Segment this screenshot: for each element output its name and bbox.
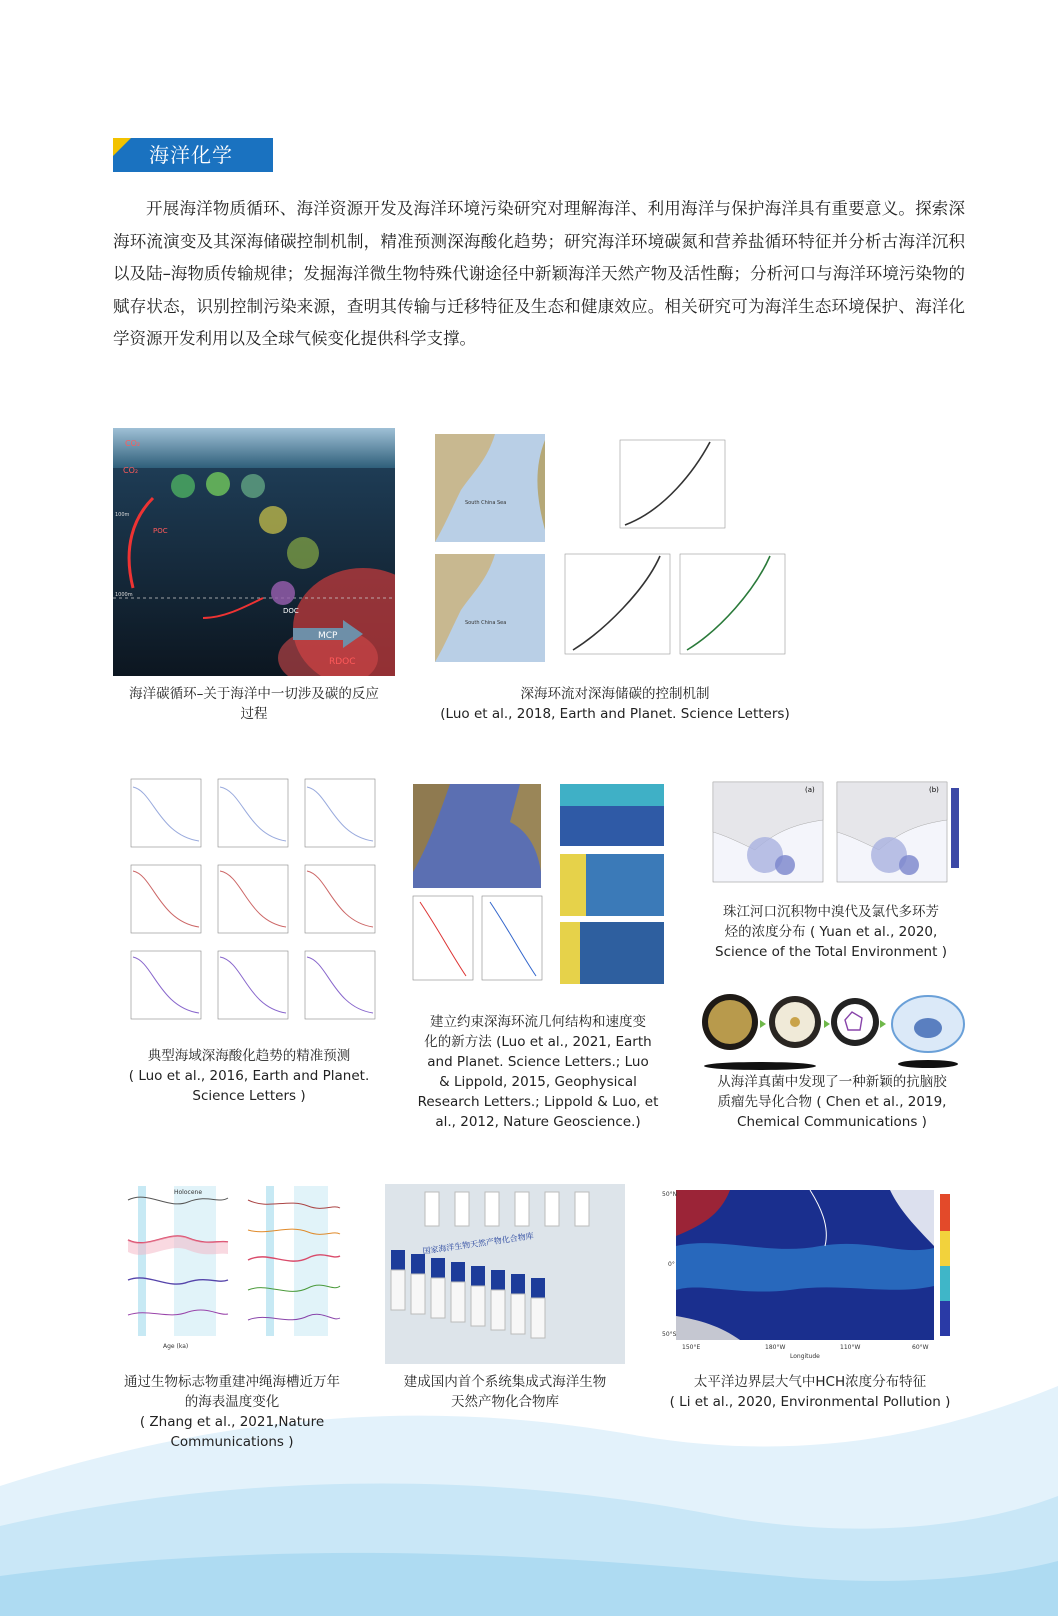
section-title-text: 海洋化学 [149,143,233,167]
lat-tick-0: 0° [668,1261,675,1268]
caption-line: and Planet. Science Letters.; Luo [427,1054,649,1070]
caption-line: ( Li et al., 2020, Environmental Pollution ) [669,1394,951,1410]
mcp-label: MCP [318,631,338,641]
caption-line: 建成国内首个系统集成式海洋生物 [403,1374,607,1390]
deepsea-carbon-figure [425,430,805,668]
lon-tick-60w: 60°W [912,1344,929,1351]
intro-paragraph: 开展海洋物质循环、海洋资源开发及海洋环境污染研究对理解海洋、利用海洋与保护海洋具有重要意义。探索深海环流演变及其深海储碳控制机制，精准预测深海酸化趋势；研究海洋环境碳氮和营养盐循环特征并分析古海洋沉积以及陆–海物质传输规律；发掘海洋微生物特殊代谢途径中新颖海洋天然产物及活性酶；分析河口与海洋环境污染物的赋存状态，识别控制污染来源，查明其传输与迁移特征及生态和健康效应。相关研究可为海洋生态环境保护、海洋化学资源开发利用以及全球气候变化提供科学支撑。 [113,199,965,348]
lon-tick-110w: 110°W [840,1344,861,1351]
caption-line: Research Letters.; Lippold & Luo, et [417,1094,659,1110]
caption-line: 化的新方法 (Luo et al., 2021, Earth [424,1034,652,1050]
panel-b-label: (b) [929,786,939,794]
caption-line: 的海表温度变化 [184,1394,280,1410]
co2-label: CO₂ [123,466,139,475]
map-top-label: South China Sea [465,500,507,506]
caption-line: 烃的浓度分布 ( Yuan et al., 2020, [724,924,938,940]
lat-tick-50s: 50°S [662,1331,677,1338]
caption-line: 珠江河口沉积物中溴代及氯代多环芳 [723,904,939,920]
hch-map-figure [660,1186,960,1361]
caption-line: al., 2012, Nature Geoscience.) [435,1114,641,1130]
caption-line: 质瘤先导化合物 ( Chen et al., 2019, [717,1094,947,1110]
caption-line: ( Luo et al., 2016, Earth and Planet. [128,1068,370,1084]
hch-map-caption [650,1372,970,1412]
compound-library-caption [380,1372,630,1412]
caption-line: 深海环流对深海储碳的控制机制 [520,686,710,702]
pearl-river-caption [700,902,962,962]
caption-line: 从海洋真菌中发现了一种新颖的抗脑胶 [717,1074,947,1090]
rdoc-label: RDOC [329,657,356,667]
acidification-caption [108,1046,390,1106]
section-title [113,138,273,172]
caption-line: 海洋碳循环–关于海洋中一切涉及碳的反应 [129,686,379,702]
deepsea-carbon-caption [420,684,810,724]
caption-line: Science of the Total Environment ) [715,944,947,960]
carbon-cycle-caption [113,684,395,724]
caption-line: 典型海域深海酸化趋势的精准预测 [147,1048,351,1064]
acid-panel-row-3 [131,951,375,1019]
caption-line: Chemical Communications ) [737,1114,927,1130]
title-accent-triangle [113,138,131,156]
lon-tick-150e: 150°E [682,1344,701,1351]
lat-tick-50n: 50°N [662,1191,678,1198]
library-sign: 国家海洋生物天然产物化合物库 [422,1231,535,1256]
caption-line: & Lippold, 2015, Geophysical [439,1074,637,1090]
sst-xlabel: Age (ka) [163,1343,189,1350]
acidification-figure [113,775,385,1035]
panel-a-label: (a) [805,786,815,794]
hch-xlabel: Longitude [790,1353,820,1360]
caption-line: Science Letters ) [192,1088,306,1104]
acid-panel-row-1 [131,779,375,847]
map-bottom-label: South China Sea [465,620,507,626]
lon-tick-180w: 180°W [765,1344,786,1351]
caption-line: Communications ) [170,1434,294,1450]
caption-line: 太平洋边界层大气中HCH浓度分布特征 [693,1374,927,1390]
compound-library-figure [385,1184,625,1364]
pearl-river-figure [705,780,963,890]
sst-caption [108,1372,356,1452]
depth-1000-label: 1000m [115,592,133,598]
depth-100-label: 100m [115,512,130,518]
poc-label: POC [153,527,168,535]
caption-line: 过程 [240,706,268,722]
caption-line: 建立约束深海环流几何结构和速度变 [430,1014,646,1030]
caption-line: 天然产物化合物库 [451,1394,559,1410]
fungi-figure [700,990,966,1070]
carbon-cycle-figure [113,428,395,676]
caption-line: ( Zhang et al., 2021,Nature [139,1414,325,1430]
acid-panel-row-2 [131,865,375,933]
fungi-caption [696,1072,968,1132]
co2-label-top: CO₂ [125,439,141,448]
circulation-caption [400,1012,676,1132]
circulation-figure [410,782,668,992]
doc-label: DOC [283,607,299,615]
holocene-label: Holocene [174,1189,203,1196]
caption-line: (Luo et al., 2018, Earth and Planet. Science Letters) [440,706,790,722]
sst-figure [118,1180,346,1350]
caption-line: 通过生物标志物重建冲绳海槽近万年 [124,1374,340,1390]
